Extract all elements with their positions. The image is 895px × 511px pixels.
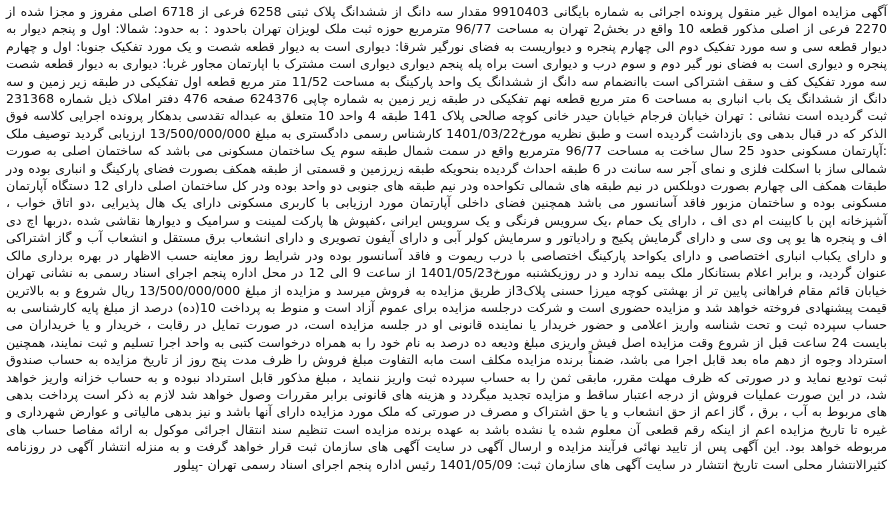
notice-body-text: آگهی مزایده اموال غیر منقول پرونده اجرائی به شماره بایگانی 9910403 مقدار سه دانگ از ششدانگ پلاک ثبتی 6258 فرعی از 6718 اصلی مفروز و مجزا شده از 2270 فرعی از اصلی مذکور قطعه 10 واقع در بخش2 تهران به مساحت 96/77 مترمربع حوزه ثبت ملک لویزان تهران باحدود : به حدود: شمالا: اول و پنجم دیوار به دیوار قطعه سی و سه مورد تفکیک دوم الی چهارم پنجره و دیواریست به فضای نورگیر شرقا: دیواری است به دیوار قطعه شصت و یک مورد تفکیک جنوبا: اول و چهارم پنجره و دیواری است به فضای نور گیر دوم و سوم درب و دیواری است براه پله پنجم دیواری دیواری است مشترک با اپارتمان مجاور غربا: دیواری به دیوار قطعه شصت سه مورد تفکیک کف و سقف اشتراکی است باانضمام سه دانگ از ششدانگ یک واحد پارکینگ به مساحت 11/52 متر مربع قطعه اول تفکیکی در طبقه زیر زمین و سه دانگ از ششدانگ یک باب انباری به مساحت 6 متر مربع قطعه نهم تفکیکی در طبقه زیر زمین به شماره چاپی 624376 صفحه 476 دفتر املاک ذیل شماره 231368 ثبت گردیده است نشانی : تهران خیابان فرجام خیابان حیدر خانی کوچه صالحی پلاک 141 طبقه 4 واحد 10 متعلق به عبداله تقدسی بدهکار پرونده اجرایی کلاسه فوق الذکر که در قبال بدهی وی بازداشت گردیده است و طبق نظریه مورخ1401/03/22 کارشناس رسمی دادگستری به مبلغ 13/500/000/000 ارزیابی گردید توصیف ملک :آپارتمان مسکونی حدود 25 سال ساخت به مساحت 96/77 مترمربع واقع در سمت شمال طبقه سوم یک ساختمان مسکونی می باشد که ساختمان اصلی به صورت شمالی ساز با اسکلت فلزی و نمای آجر سه سانت در 6 طبقه احداث گردیده بنحویکه طبقه زیرزمین و قسمتی از طبقه همکف بصورت فضای پارکینگ و انباری بوده ودر طبقات همکف الی چهارم بصورت دوبلکس در نیم طبقه های شمالی تکواحده ودر نیم طبقه های جنوبی دو واحد بوده ودر کل ساختمان اصلی دارای 12 دستگاه آپارتمان مسکونی بوده و ساختمان مزبور فاقد آسانسور می باشد همچنین فضای داخلی آپارتمان مورد ارزیابی با کاربری مسکونی دارای یک هال پذیرایی ،دو اتاق خواب ، آشپزخانه اپن با کابینت ام دی اف ، دارای یک حمام ،یک سرویس فرنگی و یک سرویس ایرانی ،کفپوش ها پارکت لمینت و سرامیک و دیوارها نقاشی شده ،دربها اچ دی اف و پنجره ها یو پی وی سی و دارای گرمایش پکیج و رادیاتور و سرمایش کولر آبی و دارای آیفون تصویری و دارای انشعاب برق مستقل و انشعاب آب و گاز اشتراکی و دارای یکباب انباری اختصاصی و دارای یکواحد پارکینگ اختصاصی با درب ریموت و فاقد آسانسور بوده ودر شرایط روز معاینه حسب الاظهار در بهره برداری مالک عنوان گردید، و برابر اعلام بستانکار ملک بیمه ندارد و در روزیکشنبه مورخ1401/05/23 از ساعت 9 الی 12 در محل اداره پنجم اجرای اسناد رسمی به نشانی تهران خیابان قائم مقام فراهانی پایین تر از بهشتی کوچه میرزا حسنی پلاک3از طریق مزایده به فروش میرسد و مزایده از مبلغ 13/500/000/000 ریال شروع و به بالاترین قیمت پیشنهادی فروخته خواهد شد و مزایده حضوری است و شرکت درجلسه مزایده برای عموم آزاد است و منوط به پرداخت 10(ده) درصد از مبلغ پایه کارشناسی به حساب سپرده ثبت و تحت شناسه واریز اعلامی و حضور خریدار یا نماینده قانونی او در جلسه مزایده است، در صورت تمایل در رقابت ، خریدار و یا خریداران می بایست 24 ساعت قبل از شروع وقت مزایده اصل فیش واریزی مبلغ ودیعه ده درصد به نام خود را به همراه درخواست کتبی به واحد اجرا تسلیم و ثبت نمایند، همچنین استرداد وجوه از دهم ماه بعد قابل اجرا می باشد، ضمناً برنده مزایده مکلف است مابه التفاوت مبلغ فروش را ظرف مدت پنج روز از تاریخ مزایده به حساب صندوق ثبت تودیع نماید و در صورتی که ظرف مهلت مقرر، مابقی ثمن را به حساب سپرده ثبت واریز ننماید ، مبلغ مذکور قابل استرداد نبوده و به حساب خزانه واریز خواهد شد، در این صورت عملیات فروش از درجه اعتبار ساقط و مزایده تجدید میگردد و هزینه های قانونی برابر مقررات وصول خواهد شد لازم به ذکر است پرداخت بدهی های مربوط به آب ، برق ، گاز اعم از حق انشعاب و یا حق اشتراک و مصرف در صورتی که ملک مورد مزایده دارای آنها باشد و نیز بدهی مالیاتی و عوارض شهرداری و غیره تا تاریخ مزایده اعم از اینکه رقم قطعی آن معلوم شده یا نشده باشد به عهده برنده مزایده است تنظیم سند انتقال اجرائی موکول به ارائه مفاصا حساب های مربوطه خواهد بود. این آگهی پس از تایید نهائی فرآیند مزایده و ارسال آگهی در سایت آگهی های سازمان ثبت قرار خواهد گرفت و به منزله انتشار آگهی در روزنامه کثیرالانتشار محلی است تاریخ انتشار در سایت آگهی های سازمان ثبت: 1401/05/09 رئیس اداره پنجم اجرای اسناد رسمی تهران -پیلور bbox=[6, 4, 888, 472]
